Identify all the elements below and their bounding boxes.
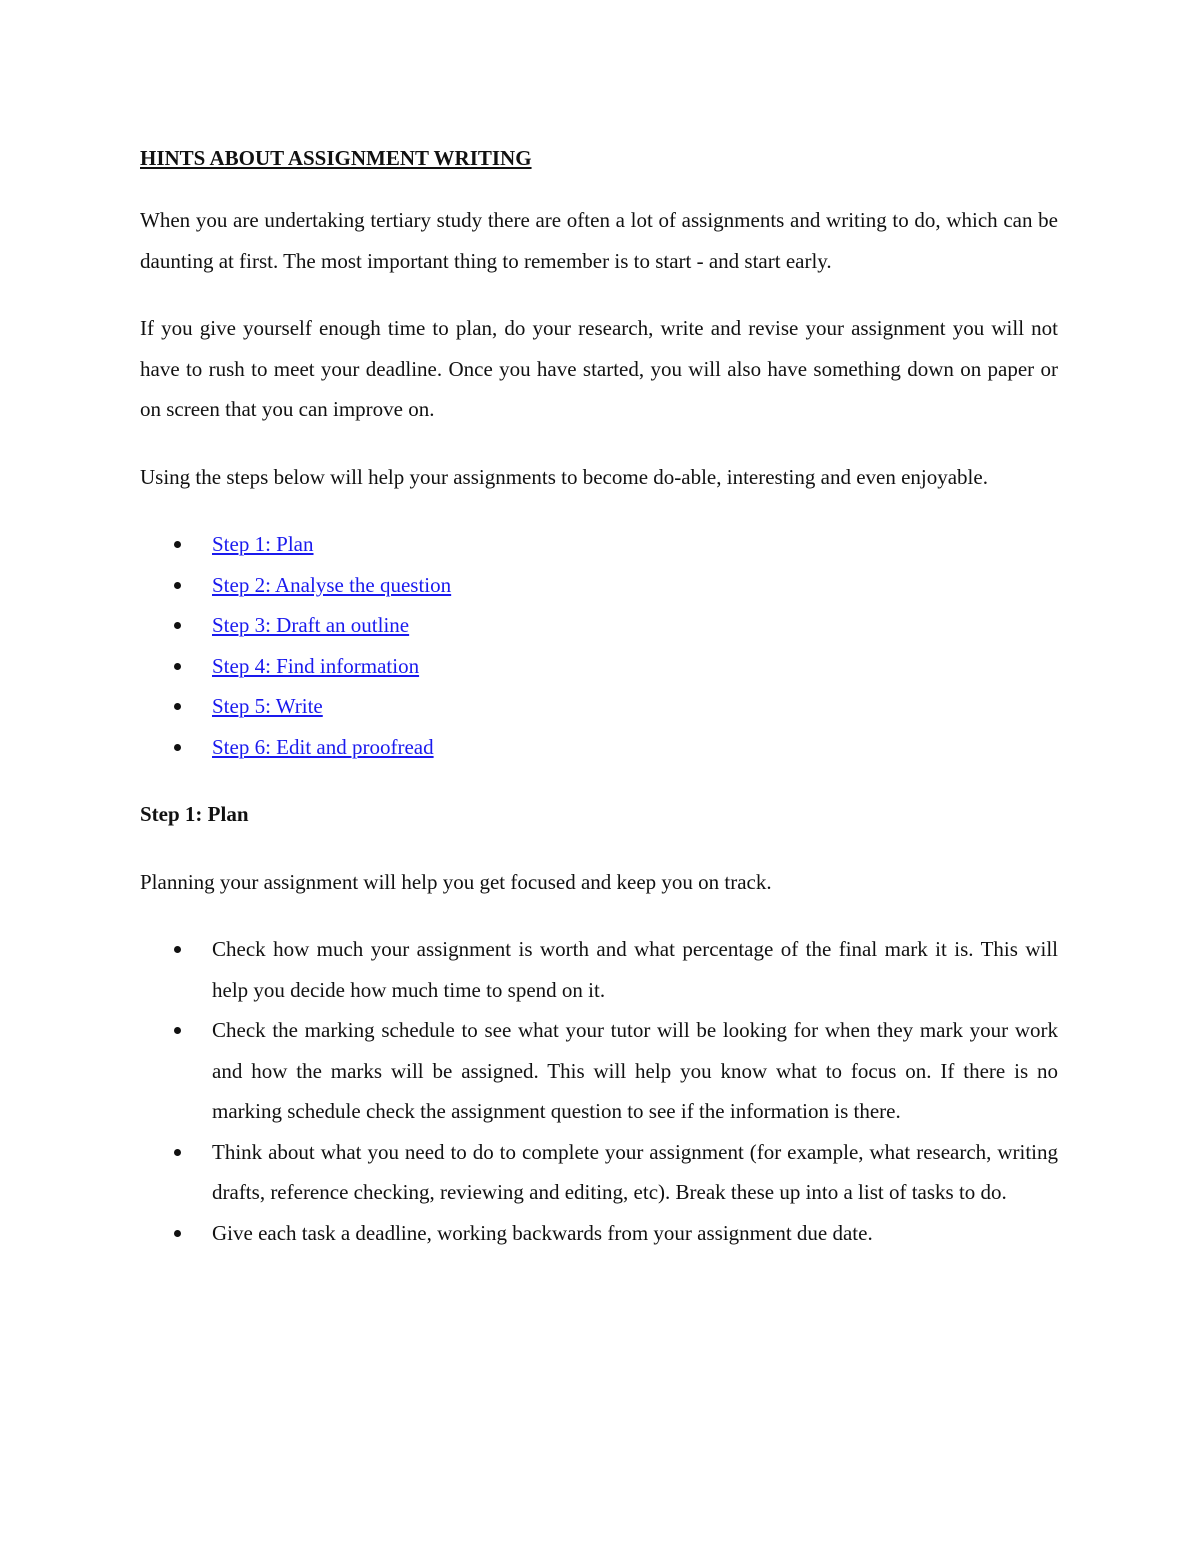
step-2-link[interactable]: Step 2: Analyse the question (212, 572, 452, 597)
list-item: Check how much your assignment is worth and what percentage of the final mark it is. This will help you decide how much time to spend on it. (140, 929, 1058, 1010)
step-4-link[interactable]: Step 4: Find information (212, 653, 420, 678)
step-links-list (140, 524, 1058, 767)
step-6-link[interactable]: Step 6: Edit and proofread (212, 734, 434, 759)
step-1-heading: Step 1: Plan (140, 802, 249, 826)
step-5-link[interactable]: Step 5: Write (212, 694, 323, 718)
intro-paragraph-3: Using the steps below will help your assignments to become do-able, interesting and even enjoyable. (140, 464, 988, 489)
list-item (140, 646, 1058, 687)
step-1-intro: Planning your assignment will help you get focused and keep you on track. (140, 869, 772, 894)
document-page (140, 140, 1058, 1253)
list-item: Check the marking schedule to see what your tutor will be looking for when they mark your work and how the marks will be assigned. This will help you know what to focus on. If there is no marking schedule check the assignment question to see if the information is there. (140, 1010, 1058, 1132)
list-item (140, 524, 1058, 565)
list-item (140, 565, 1058, 606)
list-item (140, 686, 1058, 727)
step-3-link[interactable]: Step 3: Draft an outline (212, 613, 410, 637)
list-item: Give each task a deadline, working backwards from your assignment due date. (140, 1213, 1058, 1254)
intro-paragraph-1: When you are undertaking tertiary study there are often a lot of assignments and writing to do, which can be daunting at first. The most important thing to remember is to start - and start early. (140, 208, 1058, 273)
list-item (140, 727, 1058, 768)
intro-paragraph-2: If you give yourself enough time to plan, do your research, write and revise your assignment you will not have to rush to meet your deadline. Once you have started, you will also have something down on paper or on screen that you can improve on. (140, 316, 1058, 421)
document-title: HINTS ABOUT ASSIGNMENT WRITING (140, 146, 532, 170)
step-1-task-list (140, 929, 1058, 1253)
step-1-link[interactable]: Step 1: Plan (212, 532, 314, 556)
list-item: Think about what you need to do to complete your assignment (for example, what research, writing drafts, reference checking, reviewing and editing, etc). Break these up into a list of tasks to do. (140, 1132, 1058, 1213)
list-item (140, 605, 1058, 646)
